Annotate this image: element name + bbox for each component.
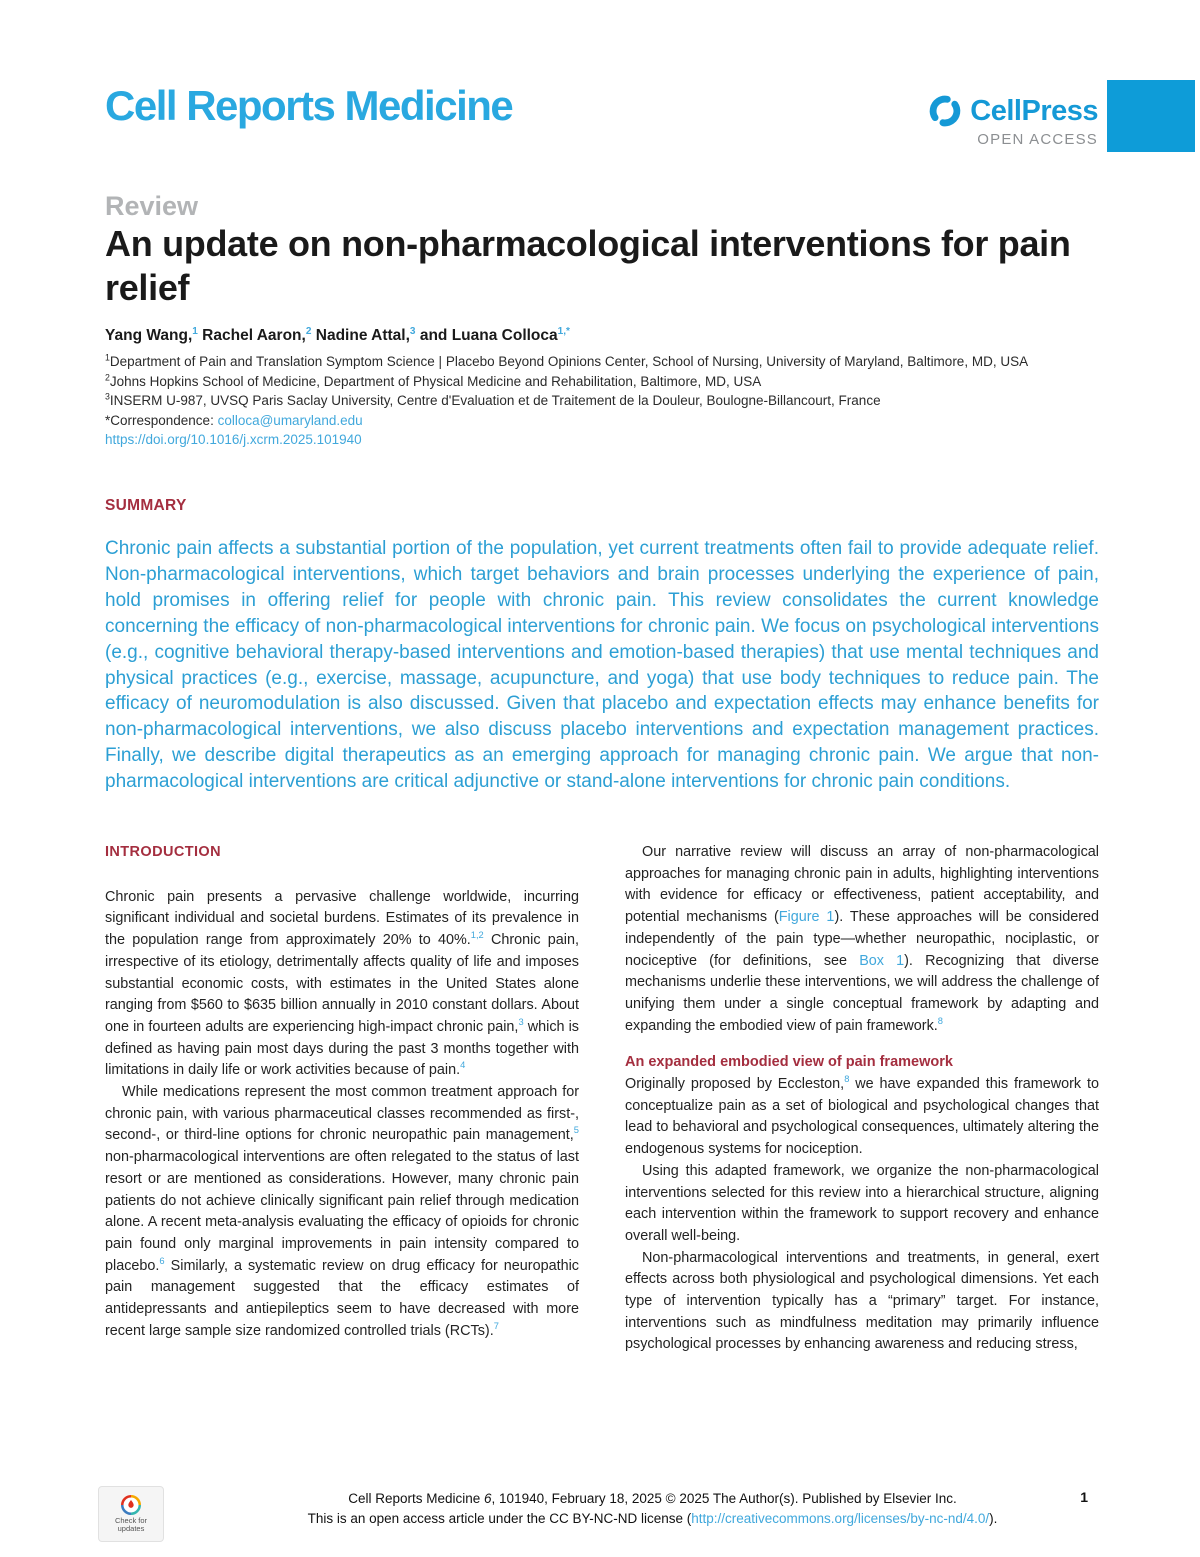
- publisher-brand: [908, 94, 1098, 148]
- doi-link[interactable]: https://doi.org/10.1016/j.xcrm.2025.101940: [105, 432, 362, 447]
- citation-ref[interactable]: 6: [159, 1255, 165, 1266]
- citation-ref[interactable]: 5: [573, 1125, 579, 1136]
- subsection-heading: An expanded embodied view of pain framework: [625, 1054, 953, 1071]
- open-access-label: OPEN ACCESS: [977, 131, 1098, 148]
- article-title: An update on non-pharmacological interventions for pain relief: [105, 223, 1071, 308]
- footer-text: [205, 1489, 1100, 1528]
- check-for-updates-badge[interactable]: [98, 1486, 164, 1542]
- citation-ref[interactable]: 8: [844, 1074, 850, 1085]
- correspondence-line: *Correspondence: colloca@umaryland.edu: [105, 412, 363, 428]
- body-columns: [105, 842, 1099, 1356]
- page-number: 1: [1080, 1489, 1088, 1505]
- citation-ref[interactable]: 2: [105, 372, 110, 382]
- affiliation-line: $^1$Department of Pain and Translation Symptom Science | Placebo Beyond Opinions Center, School of Nursing, University of Maryland, Baltimore, MD, USA: [105, 352, 1029, 369]
- correspondence-email-link[interactable]: colloca@umaryland.edu: [217, 412, 363, 428]
- figure-1-link[interactable]: Figure 1: [778, 909, 835, 926]
- left-column: [105, 842, 579, 1356]
- brand-color-square: [1107, 80, 1195, 152]
- affiliations-block: [105, 352, 1103, 450]
- paragraph: Non-pharmacological interventions and treatments, in general, exert effects across both physiological and psychological dimensions. Yet each type of intervention typically has a “primary” target. For instance, interventions such as mindfulness meditation may primarily influence psychological processes by enhancing awareness and reducing stress,: [625, 1249, 1099, 1353]
- cellpress-wordmark: CellPress: [970, 94, 1098, 127]
- citation-ref[interactable]: 3: [409, 325, 416, 337]
- affiliation-line: $^3$INSERM U-987, UVSQ Paris Saclay University, Centre d'Evaluation et de Traitement de la Douleur, Boulogne-Billancourt, France: [105, 391, 881, 408]
- doi-line: [105, 430, 1103, 450]
- journal-name: Cell Reports Medicine: [105, 82, 513, 129]
- citation-ref[interactable]: 2: [305, 325, 312, 337]
- paragraph: Using this adapted framework, we organize the non-pharmacological interventions selected for this review into a hierarchical structure, aligning each intervention within the framework to support recovery and enhance overall well-being.: [625, 1162, 1099, 1244]
- check-for-updates-label: Check for updates: [114, 1515, 148, 1533]
- crossmark-icon: [121, 1495, 141, 1515]
- citation-ref[interactable]: 7: [493, 1320, 499, 1331]
- footer-license-line: This is an open access article under the CC BY-NC-ND license (http://creativecommons.org/licenses/by-nc-nd/4.0/).: [307, 1510, 998, 1526]
- cellpress-logo-icon: [928, 94, 962, 128]
- italic-text: 6: [484, 1491, 492, 1506]
- introduction-heading: INTRODUCTION: [105, 844, 221, 860]
- summary-text: Chronic pain affects a substantial portion of the population, yet current treatments often fail to provide adequate relief. Non-pharmacological interventions, which target behaviors and brain processes underlying the experience of pain, hold promises in offering relief for people with chronic pain. This review consolidates the current knowledge concerning the efficacy of non-pharmacological interventions for chronic pain. We focus on psychological interventions (e.g., cognitive behavioral therapy-based interventions and emotion-based therapies) that use mental techniques and physical practices (e.g., exercise, massage, acupuncture, and yoga) that use body techniques to reduce pain. The efficacy of neuromodulation is also discussed. Given that placebo and expectation effects may enhance benefits for non-pharmacological interventions, we also discuss placebo interventions and expectation management practices. Finally, we describe digital therapeutics as an emerging approach for managing chronic pain. We argue that non-pharmacological interventions are critical adjunctive or stand-alone interventions for chronic pain conditions.: [105, 538, 1099, 793]
- footer-citation-line: Cell Reports Medicine 6, 101940, February 18, 2025 © 2025 The Author(s). Published by Elsevier Inc.: [348, 1491, 957, 1506]
- citation-ref[interactable]: 1: [105, 352, 110, 363]
- citation-ref[interactable]: 3: [105, 391, 110, 402]
- affiliation-line: $^2$Johns Hopkins School of Medicine, Department of Physical Medicine and Rehabilitation, Baltimore, MD, USA: [105, 372, 762, 389]
- citation-ref[interactable]: 4: [460, 1060, 466, 1071]
- paragraph: Originally proposed by Eccleston,$^8$ we have expanded this framework to conceptualize pain as a set of biological and psychological changes that lead to behavioral and psychological consequences, ultimately altering the endogenous systems for nociception.: [625, 1074, 1099, 1158]
- article-type-label: Review: [105, 191, 199, 221]
- paragraph: Our narrative review will discuss an array of non-pharmacological approaches for managing chronic pain in adults, highlighting interventions with evidence for efficacy or effectiveness, patient acceptability, and potential mechanisms (Figure 1). These approaches will be considered independently of the pain type—whether neuropathic, nociplastic, or nociceptive (for definitions, see Box 1). Recognizing that diverse mechanisms underlie these interventions, we will address the challenge of unifying them under a single conceptual framework by adapting and expanding the embodied view of pain framework.$^8$: [625, 844, 1099, 1034]
- summary-heading: SUMMARY: [105, 497, 187, 514]
- paragraph: While medications represent the most common treatment approach for chronic pain, with various pharmaceutical classes recommended as first-, second-, or third-line options for chronic neuropathic pain management,$^5$ non-pharmacological interventions are often relegated to the status of last resort or are mentioned as considerations. However, many chronic pain patients do not achieve clinically significant pain relief through medication alone. A recent meta-analysis evaluating the efficacy of opioids for chronic pain found only marginal improvements in pain intensity compared to placebo.$^6$ Similarly, a systematic review on drug efficacy for neuropathic pain management suggested that the efficacy estimates of antidepressants and antiepileptics seem to have decreased with more recent large sample size randomized controlled trials (RCTs).$^7$: [105, 1084, 579, 1339]
- citation-ref[interactable]: 1,*: [557, 325, 570, 337]
- citation-ref[interactable]: 1: [192, 325, 198, 337]
- cc-license-link[interactable]: http://creativecommons.org/licenses/by-nc-nd/4.0/: [691, 1510, 990, 1526]
- citation-ref[interactable]: 8: [937, 1015, 943, 1026]
- right-column: [625, 842, 1099, 1356]
- paragraph: Chronic pain presents a pervasive challenge worldwide, incurring significant individual and societal burdens. Estimates of its prevalence in the population range from approximately 20% to 40%.$^{1,2}$ Chronic pain, irrespective of its etiology, detrimentally affects quality of life and imposes substantial economic costs, with estimates in the United States alone ranging from $560 to $635 billion annually in 2010 constant dollars. About one in fourteen adults are experiencing high-impact chronic pain,$^3$ which is defined as having pain most days during the past 3 months together with limitations in daily life or work activities because of pain.$^4$: [105, 888, 580, 1079]
- citation-ref[interactable]: 3: [518, 1017, 524, 1028]
- box-1-link[interactable]: Box 1: [859, 952, 905, 969]
- citation-ref[interactable]: 1,2: [470, 930, 484, 941]
- author-line: Yang Wang,$^1$ Rachel Aaron,$^2$ Nadine Attal,$^3$ and Luana Colloca$^{1,*}$: [105, 325, 570, 344]
